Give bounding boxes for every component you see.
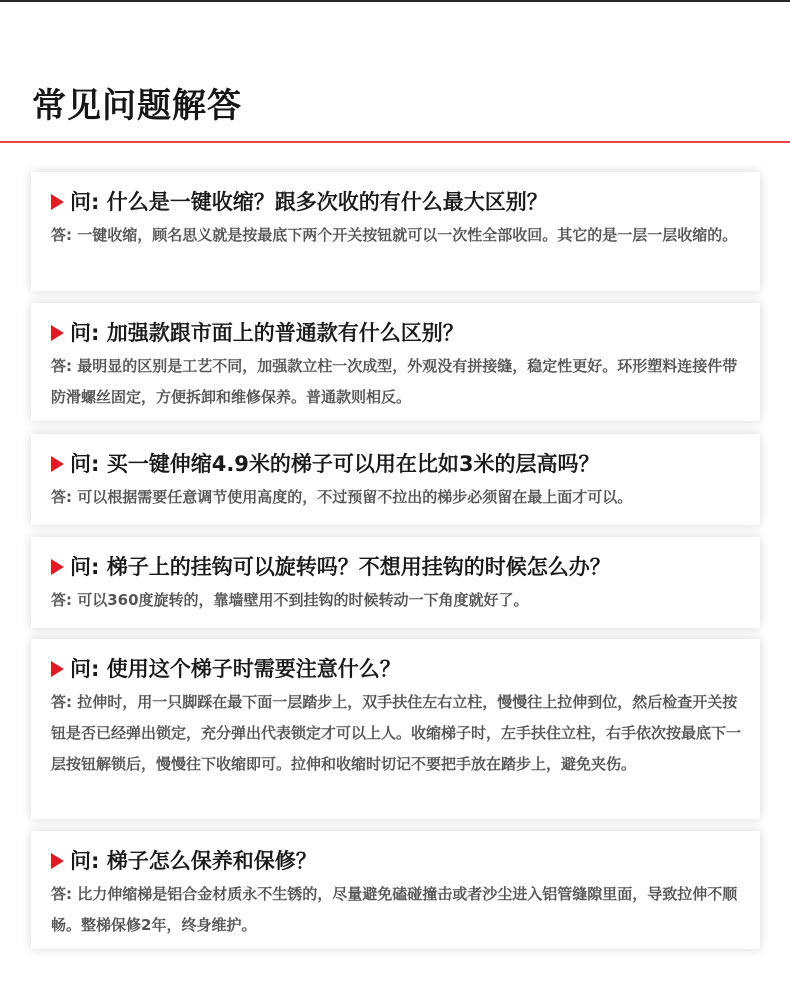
faq-question: 问: 买一键伸缩4.9米的梯子可以用在比如3米的层高吗？ <box>70 452 600 476</box>
faq-card-4 <box>31 537 760 628</box>
faq-question-row <box>51 653 742 685</box>
faq-question-row <box>51 551 742 583</box>
faq-question: 问: 梯子上的挂钩可以旋转吗？不想用挂钩的时候怎么办？ <box>70 555 611 579</box>
faq-question: 问: 使用这个梯子时需要注意什么？ <box>70 657 401 681</box>
faq-question: 问: 加强款跟市面上的普通款有什么区别？ <box>70 321 464 345</box>
play-triangle-icon <box>51 194 64 210</box>
top-border-line <box>0 0 790 2</box>
faq-question-row <box>51 186 742 218</box>
page-title: 常见问题解答 <box>32 86 242 126</box>
play-triangle-icon <box>51 456 64 472</box>
faq-question-row <box>51 845 742 877</box>
faq-answer: 答: 可以360度旋转的，靠墙壁用不到挂钩的时候转动一下角度就好了。 <box>51 591 529 609</box>
faq-answer: 答: 最明显的区别是工艺不同，加强款立柱一次成型，外观没有拼接缝，稳定性更好。环形塑料连接件带防滑螺丝固定，方便拆卸和维修保养。普通款则相反。 <box>51 357 738 406</box>
faq-card-3 <box>31 434 760 525</box>
faq-answer: 答: 比力伸缩梯是铝合金材质永不生锈的，尽量避免磕碰撞击或者沙尘进入铝管缝隙里面，导致拉伸不顺畅。整梯保修2年，终身维护。 <box>51 885 738 934</box>
title-divider <box>0 141 790 143</box>
play-triangle-icon <box>51 325 64 341</box>
faq-question-row <box>51 317 742 349</box>
faq-card-1 <box>31 172 760 291</box>
faq-card-2 <box>31 303 760 421</box>
play-triangle-icon <box>51 559 64 575</box>
faq-card-6 <box>31 831 760 949</box>
faq-question-row <box>51 448 742 480</box>
faq-card-5 <box>31 639 760 819</box>
faq-answer: 答: 可以根据需要任意调节使用高度的，不过预留不拉出的梯步必须留在最上面才可以。 <box>51 488 633 506</box>
faq-answer: 答: 一键收缩，顾名思义就是按最底下两个开关按钮就可以一次性全部收回。其它的是一层一层收缩的。 <box>51 226 738 244</box>
play-triangle-icon <box>51 853 64 869</box>
faq-answer: 答: 拉伸时，用一只脚踩在最下面一层踏步上，双手扶住左右立柱，慢慢往上拉伸到位，然后检查开关按钮是否已经弹出锁定，充分弹出代表锁定才可以上人。收缩梯子时，左手扶住立柱，右手依次按最底下一层按钮解锁后，慢慢往下收缩即可。拉伸和收缩时切记不要把手放在踏步上，避免夹伤。 <box>51 693 742 773</box>
play-triangle-icon <box>51 661 64 677</box>
faq-question: 问: 梯子怎么保养和保修？ <box>70 849 317 873</box>
faq-question: 问: 什么是一键收缩？跟多次收的有什么最大区别？ <box>70 190 548 214</box>
